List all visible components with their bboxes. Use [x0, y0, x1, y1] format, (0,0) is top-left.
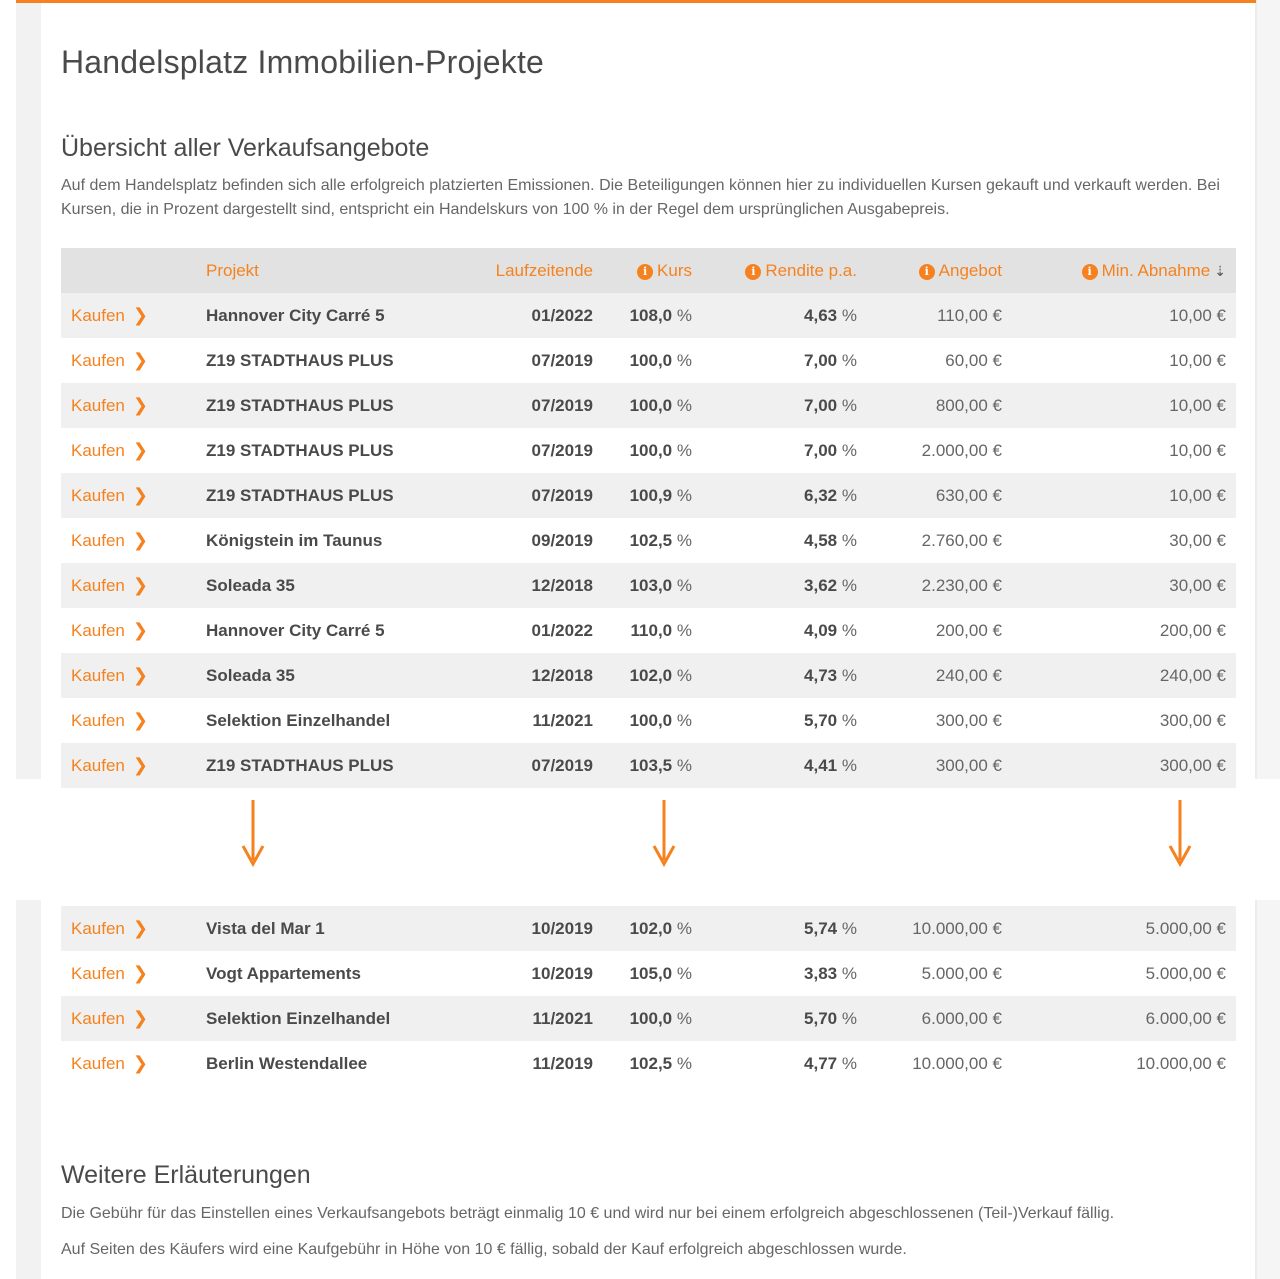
header-project[interactable]: Projekt [196, 248, 446, 293]
header-rate[interactable] [603, 248, 702, 293]
offer-value: 800,00 € [867, 383, 1012, 428]
fee-note: Die Gebühr für das Einstellen eines Verkaufsangebots beträgt einmalig 10 € und wird nur bei einem erfolgreich abgeschlossenen (Teil-)Verkauf fällig. [61, 1205, 1115, 1222]
end-date: 11/2021 [446, 698, 603, 743]
yield-value: 4,73 [804, 665, 838, 685]
yield-cell [702, 996, 867, 1041]
pct-unit: % [676, 1008, 692, 1028]
rate-cell [603, 563, 702, 608]
offer-value: 300,00 € [867, 743, 1012, 788]
rate-cell [603, 473, 702, 518]
yield-cell [702, 563, 867, 608]
table-header-row [61, 248, 1236, 293]
pct-unit: % [841, 918, 857, 938]
chevron-right-icon: ❯ [132, 440, 148, 460]
buy-label: Kaufen [71, 666, 125, 685]
buy-link[interactable] [61, 743, 196, 788]
header-min[interactable] [1012, 248, 1236, 293]
offer-value: 240,00 € [867, 653, 1012, 698]
table-row [61, 1041, 1236, 1086]
header-end[interactable]: Laufzeitende [446, 248, 603, 293]
rate-value: 100,0 [629, 710, 673, 730]
header-yield-label: Rendite p.a. [765, 260, 857, 280]
chevron-right-icon: ❯ [132, 305, 148, 325]
sort-desc-icon[interactable]: ⇣ [1214, 262, 1226, 279]
pct-unit: % [676, 440, 692, 460]
buy-link[interactable] [61, 473, 196, 518]
rate-value: 102,5 [629, 1053, 673, 1073]
min-value: 6.000,00 € [1012, 996, 1236, 1041]
min-value: 10,00 € [1012, 338, 1236, 383]
project-name: Vogt Appartements [196, 951, 446, 996]
chevron-right-icon: ❯ [132, 575, 148, 595]
pct-unit: % [676, 918, 692, 938]
intro-text: Auf dem Handelsplatz befinden sich alle erfolgreich platzierten Emissionen. Die Beteiligungen können hier zu individuellen Kursen gekauft und verkauft werden. Bei Kursen, die in Prozent dargestellt sind, entspricht ein Handelskurs von 100 % in der Regel dem ursprünglichen Ausgabepreis. [61, 177, 1220, 218]
pct-unit: % [676, 620, 692, 640]
left-gutter [16, 0, 41, 779]
buy-label: Kaufen [71, 964, 125, 983]
chevron-right-icon: ❯ [132, 395, 148, 415]
project-name: Z19 STADTHAUS PLUS [196, 338, 446, 383]
yield-cell [702, 1041, 867, 1086]
buy-link[interactable] [61, 563, 196, 608]
rate-cell [603, 428, 702, 473]
yield-cell [702, 338, 867, 383]
yield-value: 6,32 [804, 485, 838, 505]
buy-link[interactable] [61, 906, 196, 951]
pct-unit: % [676, 710, 692, 730]
pct-unit: % [841, 620, 857, 640]
yield-value: 7,00 [804, 350, 838, 370]
end-date: 12/2018 [446, 653, 603, 698]
pct-unit: % [841, 1008, 857, 1028]
rate-cell [603, 906, 702, 951]
rate-value: 110,0 [630, 620, 673, 640]
table-row [61, 563, 1236, 608]
yield-cell [702, 518, 867, 563]
yield-cell [702, 951, 867, 996]
table-row [61, 338, 1236, 383]
end-date: 11/2021 [446, 996, 603, 1041]
rate-cell [603, 653, 702, 698]
end-date: 10/2019 [446, 951, 603, 996]
buy-link[interactable] [61, 383, 196, 428]
table-row [61, 473, 1236, 518]
end-date: 07/2019 [446, 383, 603, 428]
rate-value: 100,0 [629, 350, 673, 370]
pct-unit: % [841, 710, 857, 730]
rate-value: 102,0 [629, 665, 673, 685]
buy-label: Kaufen [71, 919, 125, 938]
chevron-right-icon: ❯ [132, 485, 148, 505]
rate-value: 100,0 [629, 1008, 673, 1028]
chevron-right-icon: ❯ [132, 963, 148, 983]
buy-label: Kaufen [71, 351, 125, 370]
pct-unit: % [841, 350, 857, 370]
right-gutter [1257, 0, 1280, 779]
min-value: 300,00 € [1012, 698, 1236, 743]
pct-unit: % [676, 963, 692, 983]
pct-unit: % [676, 395, 692, 415]
offer-value: 5.000,00 € [867, 951, 1012, 996]
buy-label: Kaufen [71, 396, 125, 415]
pct-unit: % [676, 665, 692, 685]
pct-unit: % [841, 395, 857, 415]
rate-value: 108,0 [629, 305, 673, 325]
offer-value: 2.230,00 € [867, 563, 1012, 608]
end-date: 07/2019 [446, 338, 603, 383]
header-buy [61, 248, 196, 293]
yield-cell [702, 906, 867, 951]
buy-label: Kaufen [71, 621, 125, 640]
yield-value: 4,09 [804, 620, 838, 640]
rate-cell [603, 698, 702, 743]
pct-unit: % [676, 1053, 692, 1073]
buy-link[interactable] [61, 698, 196, 743]
yield-cell [702, 653, 867, 698]
offer-value: 6.000,00 € [867, 996, 1012, 1041]
end-date: 07/2019 [446, 473, 603, 518]
yield-value: 7,00 [804, 395, 838, 415]
chevron-right-icon: ❯ [132, 530, 148, 550]
chevron-right-icon: ❯ [132, 665, 148, 685]
min-value: 10,00 € [1012, 293, 1236, 338]
chevron-right-icon: ❯ [132, 1053, 148, 1073]
buy-label: Kaufen [71, 711, 125, 730]
buy-link[interactable] [61, 1041, 196, 1086]
rate-value: 102,0 [629, 918, 673, 938]
min-value: 30,00 € [1012, 518, 1236, 563]
rate-value: 100,0 [629, 395, 673, 415]
rate-value: 100,9 [629, 485, 673, 505]
table-row [61, 743, 1236, 788]
notes-heading: Weitere Erläuterungen [61, 1161, 311, 1189]
info-icon[interactable]: i [919, 264, 935, 280]
end-date: 07/2019 [446, 743, 603, 788]
chevron-right-icon: ❯ [132, 1008, 148, 1028]
buy-label: Kaufen [71, 1054, 125, 1073]
buy-link[interactable] [61, 996, 196, 1041]
pct-unit: % [676, 485, 692, 505]
buy-link[interactable] [61, 293, 196, 338]
buy-label: Kaufen [71, 306, 125, 325]
info-icon[interactable]: i [1082, 264, 1098, 280]
pct-unit: % [841, 755, 857, 775]
offer-value: 300,00 € [867, 698, 1012, 743]
table-row [61, 698, 1236, 743]
project-name: Hannover City Carré 5 [196, 293, 446, 338]
offer-value: 10.000,00 € [867, 906, 1012, 951]
project-name: Z19 STADTHAUS PLUS [196, 383, 446, 428]
table-row [61, 653, 1236, 698]
chevron-right-icon: ❯ [132, 918, 148, 938]
rate-cell [603, 951, 702, 996]
min-value: 10.000,00 € [1012, 1041, 1236, 1086]
offer-value: 630,00 € [867, 473, 1012, 518]
offer-value: 200,00 € [867, 608, 1012, 653]
left-gutter-bottom [16, 900, 41, 1279]
header-min-label: Min. Abnahme [1101, 260, 1211, 280]
rate-cell [603, 1041, 702, 1086]
yield-cell [702, 428, 867, 473]
project-name: Selektion Einzelhandel [196, 996, 446, 1041]
info-icon[interactable]: i [745, 264, 761, 280]
project-name: Z19 STADTHAUS PLUS [196, 428, 446, 473]
chevron-right-icon: ❯ [132, 620, 148, 640]
pct-unit: % [676, 575, 692, 595]
offer-value: 110,00 € [867, 293, 1012, 338]
chevron-right-icon: ❯ [132, 755, 148, 775]
rate-value: 100,0 [629, 440, 673, 460]
arrow-down-icon [241, 800, 265, 868]
table-row [61, 951, 1236, 996]
min-value: 10,00 € [1012, 428, 1236, 473]
table-row [61, 906, 1236, 951]
project-name: Berlin Westendallee [196, 1041, 446, 1086]
min-value: 5.000,00 € [1012, 906, 1236, 951]
yield-cell [702, 473, 867, 518]
offer-value: 2.760,00 € [867, 518, 1012, 563]
offer-value: 10.000,00 € [867, 1041, 1012, 1086]
min-value: 10,00 € [1012, 383, 1236, 428]
pct-unit: % [676, 530, 692, 550]
end-date: 10/2019 [446, 906, 603, 951]
end-date: 11/2019 [446, 1041, 603, 1086]
header-rate-label: Kurs [657, 260, 692, 280]
pct-unit: % [676, 305, 692, 325]
min-value: 30,00 € [1012, 563, 1236, 608]
end-date: 09/2019 [446, 518, 603, 563]
pct-unit: % [841, 963, 857, 983]
header-offer[interactable] [867, 248, 1012, 293]
pct-unit: % [841, 665, 857, 685]
buy-link[interactable] [61, 518, 196, 563]
project-name: Vista del Mar 1 [196, 906, 446, 951]
yield-cell [702, 608, 867, 653]
rate-cell [603, 338, 702, 383]
project-name: Königstein im Taunus [196, 518, 446, 563]
buy-label: Kaufen [71, 486, 125, 505]
min-value: 300,00 € [1012, 743, 1236, 788]
yield-cell [702, 383, 867, 428]
rate-value: 102,5 [629, 530, 673, 550]
table-row [61, 608, 1236, 653]
info-icon[interactable]: i [637, 264, 653, 280]
yield-cell [702, 743, 867, 788]
yield-value: 4,41 [804, 755, 838, 775]
header-yield[interactable] [702, 248, 867, 293]
rate-cell [603, 743, 702, 788]
yield-value: 3,62 [804, 575, 838, 595]
accent-top-rule [16, 0, 1256, 3]
overview-heading: Übersicht aller Verkaufsangebote [61, 134, 430, 162]
table-row [61, 293, 1236, 338]
min-value: 5.000,00 € [1012, 951, 1236, 996]
buy-link[interactable] [61, 608, 196, 653]
yield-cell [702, 698, 867, 743]
chevron-right-icon: ❯ [132, 350, 148, 370]
project-name: Soleada 35 [196, 563, 446, 608]
buy-label: Kaufen [71, 576, 125, 595]
rate-value: 103,0 [629, 575, 673, 595]
project-name: Z19 STADTHAUS PLUS [196, 473, 446, 518]
buyer-fee-note: Auf Seiten des Käufers wird eine Kaufgebühr in Höhe von 10 € fällig, sobald der Kauf erfolgreich abgeschlossen wurde. [61, 1241, 907, 1258]
min-value: 200,00 € [1012, 608, 1236, 653]
yield-cell [702, 293, 867, 338]
rate-value: 105,0 [629, 963, 673, 983]
yield-value: 3,83 [804, 963, 838, 983]
min-value: 240,00 € [1012, 653, 1236, 698]
rate-cell [603, 518, 702, 563]
buy-label: Kaufen [71, 1009, 125, 1028]
project-name: Soleada 35 [196, 653, 446, 698]
end-date: 12/2018 [446, 563, 603, 608]
end-date: 07/2019 [446, 428, 603, 473]
pct-unit: % [676, 350, 692, 370]
pct-unit: % [841, 305, 857, 325]
buy-link[interactable] [61, 653, 196, 698]
yield-value: 5,70 [804, 1008, 838, 1028]
offer-value: 60,00 € [867, 338, 1012, 383]
pct-unit: % [841, 485, 857, 505]
yield-value: 4,77 [804, 1053, 838, 1073]
header-offer-label: Angebot [938, 260, 1002, 280]
yield-value: 7,00 [804, 440, 838, 460]
table-row [61, 518, 1236, 563]
rate-cell [603, 293, 702, 338]
offer-value: 2.000,00 € [867, 428, 1012, 473]
project-name: Hannover City Carré 5 [196, 608, 446, 653]
project-name: Selektion Einzelhandel [196, 698, 446, 743]
buy-link[interactable] [61, 951, 196, 996]
buy-link[interactable] [61, 338, 196, 383]
min-value: 10,00 € [1012, 473, 1236, 518]
rate-value: 103,5 [629, 755, 673, 775]
pct-unit: % [841, 575, 857, 595]
rate-cell [603, 383, 702, 428]
chevron-right-icon: ❯ [132, 710, 148, 730]
buy-label: Kaufen [71, 441, 125, 460]
yield-value: 5,74 [804, 918, 838, 938]
table-row [61, 428, 1236, 473]
yield-value: 4,63 [804, 305, 838, 325]
rate-cell [603, 608, 702, 653]
pct-unit: % [841, 440, 857, 460]
arrow-down-icon [652, 800, 676, 868]
buy-label: Kaufen [71, 756, 125, 775]
pct-unit: % [676, 755, 692, 775]
pct-unit: % [841, 1053, 857, 1073]
project-name: Z19 STADTHAUS PLUS [196, 743, 446, 788]
yield-value: 4,58 [804, 530, 838, 550]
end-date: 01/2022 [446, 608, 603, 653]
offers-table [61, 248, 1236, 788]
table-row [61, 996, 1236, 1041]
arrow-down-icon [1168, 800, 1192, 868]
buy-link[interactable] [61, 428, 196, 473]
table-row [61, 383, 1236, 428]
page-title: Handelsplatz Immobilien-Projekte [61, 44, 545, 80]
end-date: 01/2022 [446, 293, 603, 338]
right-gutter-bottom [1257, 900, 1280, 1279]
rate-cell [603, 996, 702, 1041]
buy-label: Kaufen [71, 531, 125, 550]
offers-table-continued [61, 906, 1236, 1086]
pct-unit: % [841, 530, 857, 550]
yield-value: 5,70 [804, 710, 838, 730]
